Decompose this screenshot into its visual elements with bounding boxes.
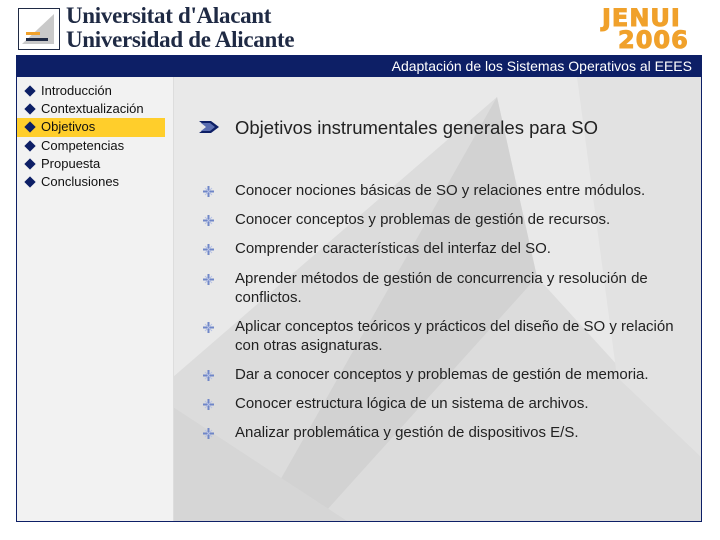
slide-frame <box>16 77 702 522</box>
sidebar-item-propuesta[interactable] <box>25 155 173 173</box>
university-name-line2: Universidad de Alicante <box>66 27 295 52</box>
diamond-bullet-icon <box>24 122 35 133</box>
event-logo <box>598 4 702 52</box>
objective-text: Conocer conceptos y problemas de gestión de recursos. <box>235 211 611 228</box>
diamond-bullet-icon <box>24 140 35 151</box>
sidebar-item-label: Introducción <box>41 83 112 98</box>
sidebar-item-label: Conclusiones <box>41 173 120 189</box>
main-content <box>173 77 701 521</box>
diamond-bullet-icon <box>24 176 35 187</box>
sidebar-item-conclusiones[interactable] <box>25 173 173 191</box>
cross-bullet-icon <box>203 244 214 255</box>
diamond-bullet-icon <box>24 104 35 115</box>
objective-text: Aprender métodos de gestión de concurrencia y resolución de conflictos. <box>235 270 648 306</box>
sidebar-item-contextualizacion[interactable] <box>25 100 173 118</box>
objective-text: Analizar problemática y gestión de dispositivos E/S. <box>235 424 579 441</box>
cross-bullet-icon <box>203 399 214 410</box>
sidebar <box>17 77 174 521</box>
diamond-bullet-icon <box>24 158 35 169</box>
objective-text: Dar a conocer conceptos y problemas de gestión de memoria. <box>235 366 649 383</box>
arrow-right-icon <box>198 119 220 135</box>
section-heading: Objetivos instrumentales generales para SO <box>235 117 598 138</box>
cross-bullet-icon <box>203 428 214 439</box>
sidebar-nav <box>25 82 173 191</box>
objective-text: Conocer estructura lógica de un sistema de archivos. <box>235 395 589 412</box>
cross-bullet-icon <box>203 370 214 381</box>
university-name <box>66 4 294 52</box>
page-title: Adaptación de los Sistemas Operativos al EEES <box>391 58 692 74</box>
objective-text: Aplicar conceptos teóricos y prácticos del diseño de SO y relación con otras asignaturas. <box>235 318 674 354</box>
event-logo-line2: 2006 <box>618 26 689 54</box>
event-logo-line1: JENUI <box>602 4 681 32</box>
sidebar-item-label: Competencias <box>41 137 125 153</box>
university-name-line1: Universitat d'Alacant <box>66 3 272 28</box>
cross-bullet-icon <box>203 215 214 226</box>
title-bar <box>16 55 702 77</box>
sidebar-item-introduccion[interactable] <box>25 82 173 100</box>
university-logo-icon <box>18 8 60 50</box>
objective-text: Comprender características del interfaz del SO. <box>235 240 551 257</box>
cross-bullet-icon <box>203 274 214 285</box>
cross-bullet-icon <box>203 322 214 333</box>
cross-bullet-icon <box>203 186 214 197</box>
sidebar-item-objetivos[interactable] <box>17 118 165 136</box>
diamond-bullet-icon <box>24 85 35 96</box>
sidebar-item-label: Contextualización <box>41 101 144 117</box>
objective-text: Conocer nociones básicas de SO y relaciones entre módulos. <box>235 182 646 199</box>
sidebar-item-label: Propuesta <box>41 155 101 171</box>
header <box>0 0 720 56</box>
sidebar-item-competencias[interactable] <box>25 137 173 155</box>
sidebar-item-label: Objetivos <box>41 119 96 135</box>
